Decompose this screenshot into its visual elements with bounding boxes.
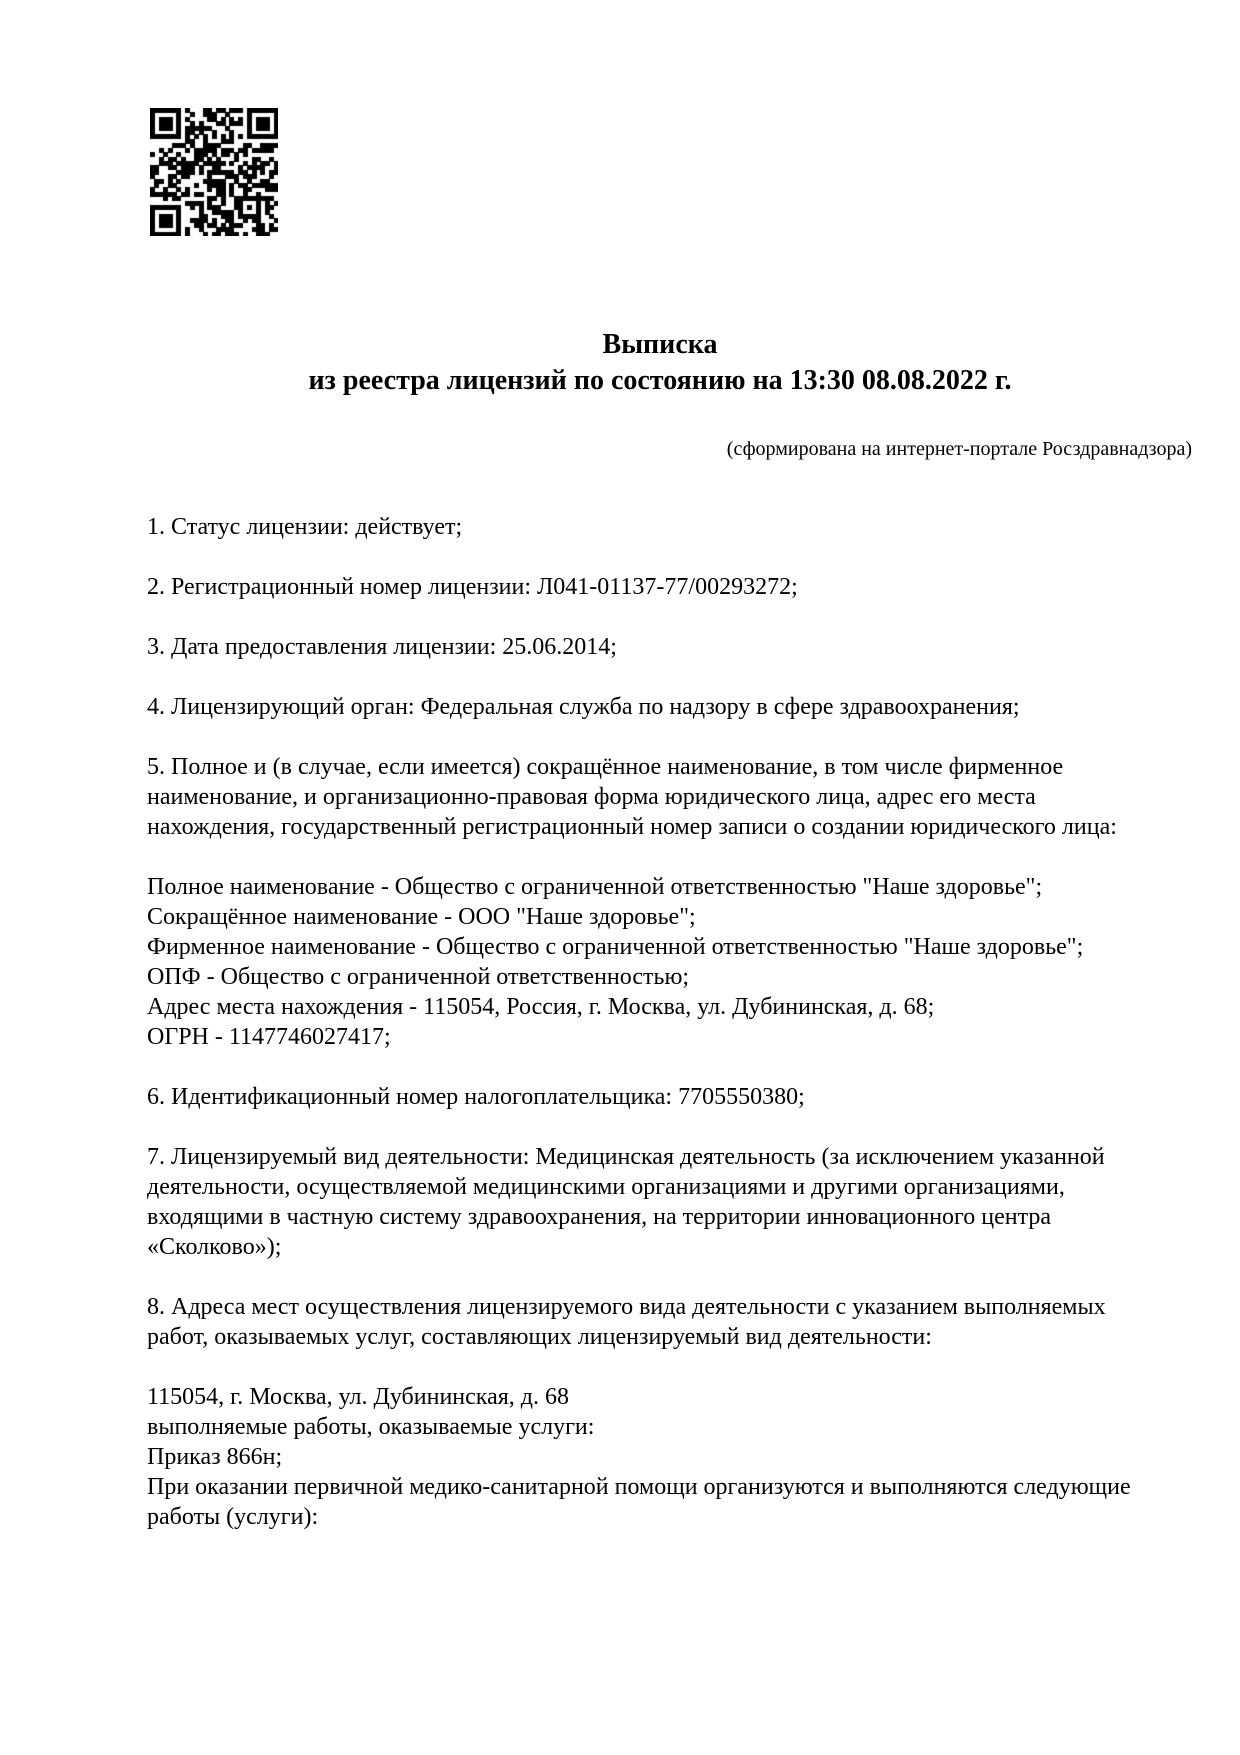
text-line: Адрес места нахождения - 115054, Россия, г. Москва, ул. Дубининская, д. 68; xyxy=(147,994,935,1020)
title-line-2: из реестра лицензий по состоянию на 13:30 08.08.2022 г. xyxy=(308,365,1012,396)
text-line: Приказ 866н; xyxy=(147,1444,283,1470)
text-line: Полное наименование - Общество с ограниченной ответственностью "Наше здоровье"; xyxy=(147,874,1043,900)
activity-addresses-paragraph xyxy=(147,1292,1137,1352)
entity-details-block xyxy=(147,872,1137,1052)
licensing-authority-paragraph xyxy=(147,692,1137,722)
text-line: выполняемые работы, оказываемые услуги: xyxy=(147,1414,595,1440)
title-line-1: Выписка xyxy=(602,329,718,360)
text-line: наименование, и организационно-правовая форма юридического лица, адрес его места xyxy=(147,784,1036,810)
address-works-block xyxy=(147,1382,1137,1532)
text-line: 3. Дата предоставления лицензии: 25.06.2014; xyxy=(147,634,617,660)
text-line: работ, оказываемых услуг, составляющих лицензируемый вид деятельности: xyxy=(147,1324,932,1350)
text-line: 7. Лицензируемый вид деятельности: Медицинская деятельность (за исключением указанной xyxy=(147,1144,1105,1170)
text-line: 2. Регистрационный номер лицензии: Л041-01137-77/00293272; xyxy=(147,574,798,600)
text-line: ОГРН - 1147746027417; xyxy=(147,1024,391,1050)
entity-name-intro-paragraph xyxy=(147,752,1137,842)
text-line: 115054, г. Москва, ул. Дубининская, д. 68 xyxy=(147,1384,569,1410)
license-status-paragraph xyxy=(147,512,1137,542)
text-line: При оказании первичной медико-санитарной помощи организуются и выполняются следующие xyxy=(147,1474,1131,1500)
text-line: 8. Адреса мест осуществления лицензируемого вида деятельности с указанием выполняемых xyxy=(147,1294,1106,1320)
document-title xyxy=(147,327,1173,399)
text-line: Фирменное наименование - Общество с ограниченной ответственностью "Наше здоровье"; xyxy=(147,934,1084,960)
qr-code-icon xyxy=(150,108,278,236)
document-body xyxy=(147,512,1137,1562)
text-line: 5. Полное и (в случае, если имеется) сокращённое наименование, в том числе фирменное xyxy=(147,754,1064,780)
text-line: ОПФ - Общество с ограниченной ответственностью; xyxy=(147,964,690,990)
text-line: 1. Статус лицензии: действует; xyxy=(147,514,463,540)
grant-date-paragraph xyxy=(147,632,1137,662)
text-line: «Сколково»); xyxy=(147,1234,282,1260)
registration-number-paragraph xyxy=(147,572,1137,602)
text-line: Сокращённое наименование - ООО "Наше здоровье"; xyxy=(147,904,696,930)
text-line: 6. Идентификационный номер налогоплательщика: 7705550380; xyxy=(147,1084,805,1110)
text-line: входящими в частную систему здравоохранения, на территории инновационного центра xyxy=(147,1204,1052,1230)
document-subtitle: (сформирована на интернет-портале Росздравнадзора) xyxy=(726,438,1192,460)
text-line: нахождения, государственный регистрационный номер записи о создании юридического лица: xyxy=(147,814,1117,840)
text-line: работы (услуги): xyxy=(147,1504,319,1530)
text-line: деятельности, осуществляемой медицинскими организациями и другими организациями, xyxy=(147,1174,1065,1200)
licensed-activity-paragraph xyxy=(147,1142,1137,1262)
text-line: 4. Лицензирующий орган: Федеральная служба по надзору в сфере здравоохранения; xyxy=(147,694,1020,720)
taxpayer-id-paragraph xyxy=(147,1082,1137,1112)
